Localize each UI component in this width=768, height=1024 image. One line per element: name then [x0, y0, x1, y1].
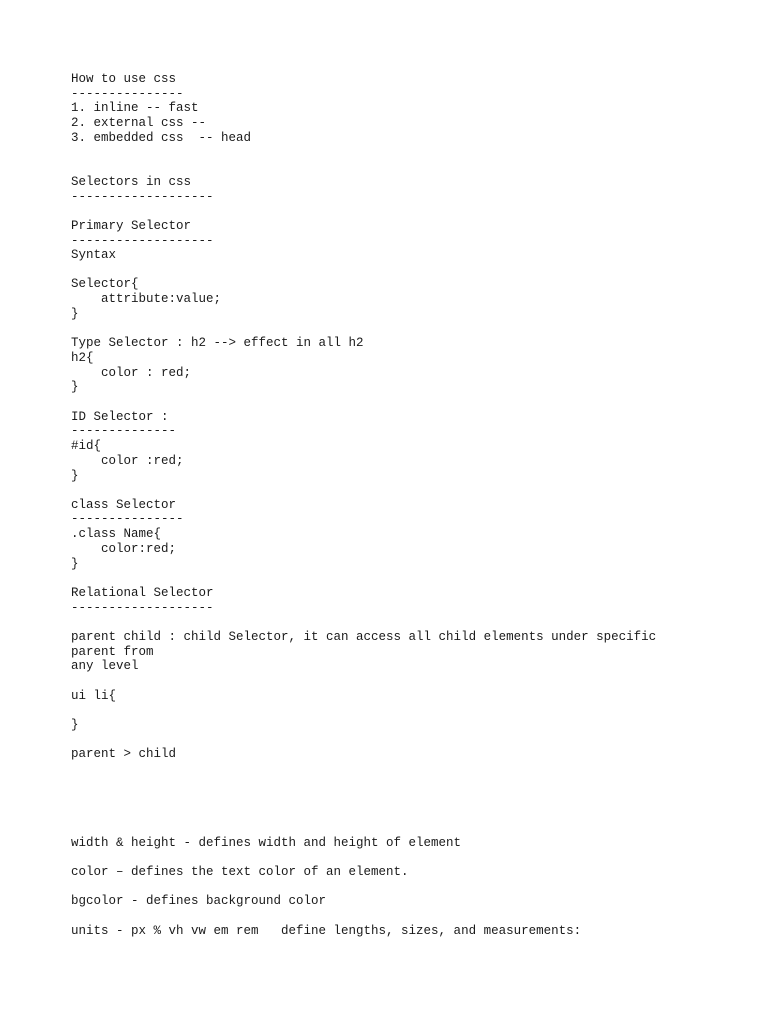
- text-parent-child-cont: parent from: [71, 645, 154, 659]
- code-line: color:red;: [71, 542, 177, 556]
- code-line: #id{: [71, 439, 102, 453]
- heading-selectors-in-css: Selectors in css: [71, 175, 192, 189]
- underline-rule: -------------------: [71, 601, 214, 615]
- text-type-selector: Type Selector : h2 --> effect in all h2: [71, 336, 364, 350]
- heading-primary-selector: Primary Selector: [71, 219, 192, 233]
- code-line: attribute:value;: [71, 292, 222, 306]
- code-line: color :red;: [71, 454, 184, 468]
- text-units: units - px % vh vw em rem define lengths, sizes, and measurements:: [71, 924, 582, 938]
- code-line: }: [71, 469, 79, 483]
- list-item-inline: 1. inline -- fast: [71, 101, 199, 115]
- code-line: }: [71, 718, 79, 732]
- code-line: .class Name{: [71, 527, 162, 541]
- code-line: }: [71, 557, 79, 571]
- heading-id-selector: ID Selector :: [71, 410, 169, 424]
- underline-rule: ---------------: [71, 512, 184, 526]
- text-parent-child-cont: any level: [71, 659, 139, 673]
- text-syntax: Syntax: [71, 248, 117, 262]
- text-parent-direct-child: parent > child: [71, 747, 177, 761]
- text-color: color – defines the text color of an element.: [71, 865, 409, 879]
- code-line: }: [71, 380, 79, 394]
- list-item-external: 2. external css --: [71, 116, 207, 130]
- heading-relational-selector: Relational Selector: [71, 586, 214, 600]
- underline-rule: -------------------: [71, 190, 214, 204]
- code-line: }: [71, 307, 79, 321]
- code-line: color : red;: [71, 366, 192, 380]
- heading-how-to-use-css: How to use css: [71, 72, 177, 86]
- code-line: h2{: [71, 351, 94, 365]
- text-width-height: width & height - defines width and height of element: [71, 836, 462, 850]
- underline-rule: --------------: [71, 424, 177, 438]
- underline-rule: -------------------: [71, 234, 214, 248]
- text-parent-child: parent child : child Selector, it can access all child elements under specific: [71, 630, 657, 644]
- code-line: ui li{: [71, 689, 117, 703]
- text-bgcolor: bgcolor - defines background color: [71, 894, 327, 908]
- code-line: Selector{: [71, 277, 139, 291]
- list-item-embedded: 3. embedded css -- head: [71, 131, 252, 145]
- underline-rule: ---------------: [71, 87, 184, 101]
- heading-class-selector: class Selector: [71, 498, 177, 512]
